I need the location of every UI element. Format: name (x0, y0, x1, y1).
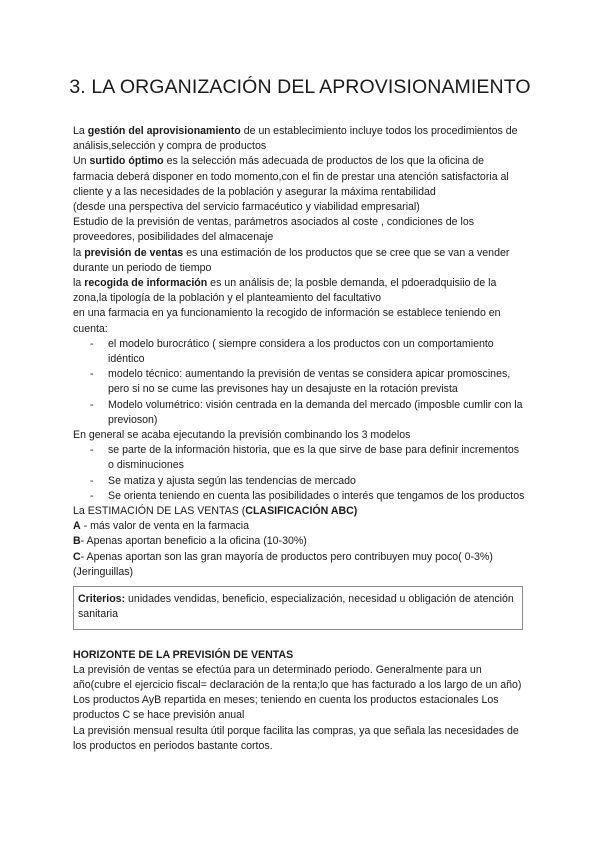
criterios-text: unidades vendidas, beneficio, especialización, necesidad u obligación de atención sanitaria (78, 593, 514, 621)
text: es una estimación de los productos que se cree que se van a vender durante un periodo de tiempo (73, 246, 510, 274)
class-b (73, 534, 525, 549)
criterios-box (73, 586, 523, 629)
text: es la selección más adecuada de productos de los que la oficina de farmacia deberá disponer en todo momento,con el fin de prestar una atención satisfactoria al cliente y a las necesidades de la población y asegurar la máxima rentabilidad (73, 155, 509, 198)
list-item: - el modelo burocrático ( siempre considera a los productos con un comportamiento idéntico (73, 337, 525, 367)
text: Un (73, 155, 90, 168)
text: - más valor de venta en la farmacia (80, 520, 250, 533)
steps-list (73, 443, 525, 504)
paragraph-gestion (73, 124, 525, 154)
class-key: B (73, 535, 81, 548)
class-c (73, 550, 525, 580)
paragraph-abc (73, 504, 525, 519)
text: de un establecimiento incluye todos los procedimientos de análisis,selección y compra de productos (73, 125, 518, 153)
document-body (73, 124, 525, 754)
text: - Apenas aportan son las gran mayoría de productos pero contribuyen muy poco( 0-3%) (Jeringuillas) (73, 550, 493, 578)
models-list (73, 337, 525, 428)
paragraph-horizonte-2: La previsión mensual resulta útil porque facilita las compras, ya que señala las necesidades de los productos en periodos bastante cortos. (73, 724, 519, 752)
section-title-horizonte: HORIZONTE DE LA PREVISIÓN DE VENTAS (73, 648, 294, 661)
criterios-label: Criterios: (78, 593, 126, 606)
list-item: - Se orienta teniendo en cuenta las posibilidades o interés que tengamos de los productos (73, 489, 525, 504)
list-item: - Se matiza y ajusta según las tendencias de mercado (73, 474, 525, 489)
class-key: C (73, 550, 81, 563)
term-recogida: recogida de información (84, 277, 208, 290)
term-prevision: previsión de ventas (84, 246, 184, 259)
paragraph-perspectiva: (desde una perspectiva del servicio farmacéutico y viabilidad empresarial) (73, 201, 420, 214)
class-a (73, 519, 525, 534)
list-item: - se parte de la información historia, que es la que sirve de base para definir incrementos o disminuciones (73, 443, 525, 473)
term-surtido: surtido óptimo (89, 155, 164, 168)
text: es un análisis de; la posble demanda, el pdoeradquisiio de la zona,la tipología de la población y el planteamiento del facultativo (73, 277, 497, 305)
text: la (73, 246, 85, 259)
paragraph-recogida (73, 276, 525, 306)
paragraph-estudio: Estudio de la previsión de ventas, parámetros asociados al coste , condiciones de los proveedores, posibilidades del almacenaje (73, 216, 475, 244)
list-item: - Modelo volumétrico: visión centrada en la demanda del mercado (imposble cumlir con la previoson) (73, 398, 525, 428)
text: La ESTIMACIÓN DE LAS VENTAS ( (73, 505, 246, 518)
paragraph-funcionamiento: en una farmacia en ya funcionamiento la recogido de información se establece teniendo en cuenta: (73, 307, 501, 335)
paragraph-general: En general se acaba ejecutando la previsión combinando los 3 modelos (73, 429, 411, 442)
paragraph-horizonte-1: La previsión de ventas se efectúa para un determinado periodo. Generalmente para un año(cubre el ejercicio fiscal= declaración de la renta;lo que has facturado a los largo de un año) Los productos AyB repartida en meses; teniendo en cuenta los productos estacionales Los productos C se hace previsión anual (73, 663, 522, 722)
term-gestion: gestión del aprovisionamiento (87, 125, 241, 137)
text: - Apenas aportan beneficio a la oficina (10-30%) (80, 535, 307, 548)
term-abc: CLASIFICACIÓN ABC) (245, 505, 358, 518)
list-item: - modelo técnico: aumentando la previsión de ventas se considera apicar promoscines, pero si no se cume las previsones hay un desajuste en la rotación prevista (73, 367, 525, 397)
text: la (73, 277, 85, 290)
paragraph-prevision (73, 246, 525, 276)
paragraph-surtido (73, 154, 525, 200)
class-key: A (73, 520, 81, 533)
page-title: 3. LA ORGANIZACIÓN DEL APROVISIONAMIENTO (69, 76, 531, 98)
text: La (73, 125, 88, 137)
